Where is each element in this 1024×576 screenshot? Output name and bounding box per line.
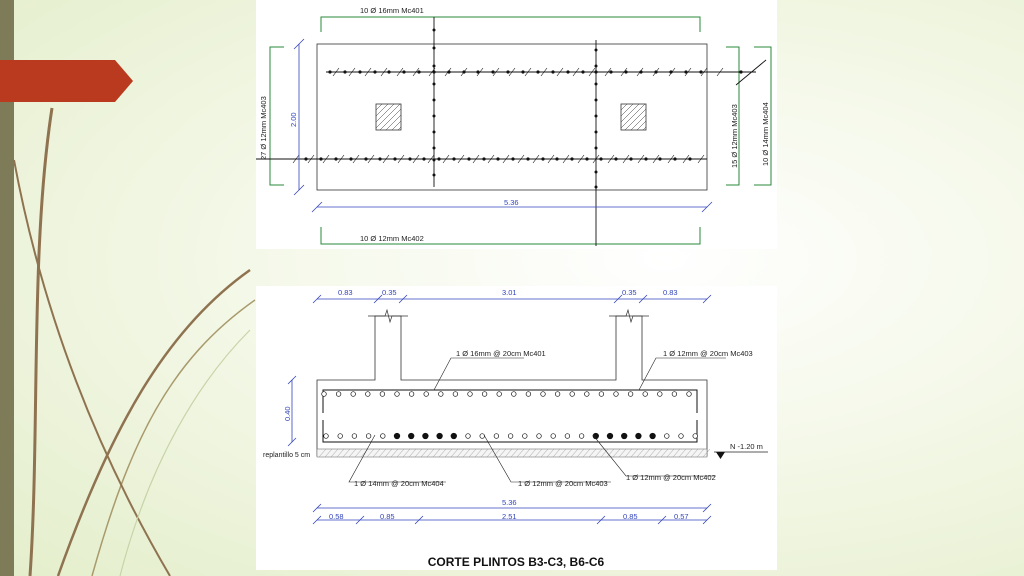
section-total-dim: 5.36 bbox=[502, 498, 517, 507]
footing-plan-panel bbox=[256, 0, 777, 249]
dim-bottom-2: 0.85 bbox=[380, 512, 395, 521]
footing-section-panel bbox=[256, 286, 777, 570]
label-mc401: 1 Ø 16mm @ 20cm Mc401 bbox=[456, 349, 546, 358]
level-marker bbox=[714, 452, 768, 459]
label-mc403-top: 1 Ø 12mm @ 20cm Mc403 bbox=[663, 349, 753, 358]
footing-plan-drawing bbox=[256, 0, 777, 249]
section-title: CORTE PLINTOS B3-C3, B6-C6 bbox=[427, 555, 605, 569]
dim-top-1: 0.83 bbox=[338, 288, 353, 297]
label-mc402: 1 Ø 12mm @ 20cm Mc402 bbox=[626, 473, 716, 482]
dim-bottom-4: 0.85 bbox=[623, 512, 638, 521]
dim-top-5: 0.83 bbox=[663, 288, 678, 297]
rebar-lines bbox=[256, 17, 766, 246]
dim-bottom-5: 0.57 bbox=[674, 512, 689, 521]
top-rebar-circles bbox=[322, 392, 692, 397]
decor-swoosh-lines bbox=[0, 0, 260, 576]
blinding-layer bbox=[317, 449, 710, 457]
blinding-label: replantillo 5 cm bbox=[263, 452, 311, 459]
right-bar-label-1: 15 Ø 12mm Mc403 bbox=[730, 104, 739, 168]
dim-top-3: 3.01 bbox=[502, 288, 517, 297]
column-break-lines bbox=[368, 310, 649, 322]
right-bar-label-2: 10 Ø 14mm Mc404 bbox=[761, 102, 770, 166]
label-mc403-bottom: 1 Ø 12mm @ 20cm Mc403 bbox=[518, 479, 608, 488]
dim-bottom-3: 2.51 bbox=[502, 512, 517, 521]
plan-dimension-lines bbox=[294, 39, 712, 212]
bottom-bar-label: 10 Ø 12mm Mc402 bbox=[360, 234, 424, 243]
bottom-rebar-circles bbox=[324, 433, 698, 439]
plan-length-dim: 5.36 bbox=[504, 198, 519, 207]
level-label: N -1.20 m bbox=[730, 442, 763, 451]
dim-top-2: 0.35 bbox=[382, 288, 397, 297]
label-mc404: 1 Ø 14mm @ 20cm Mc404 bbox=[354, 479, 444, 488]
left-bar-label: 27 Ø 12mm Mc403 bbox=[259, 96, 268, 160]
rebar-dots bbox=[304, 29, 742, 189]
footing-outline bbox=[317, 44, 707, 190]
dim-top-4: 0.35 bbox=[622, 288, 637, 297]
dim-bottom-1: 0.58 bbox=[329, 512, 344, 521]
plan-height-dim: 2.00 bbox=[289, 112, 298, 127]
label-leader-lines bbox=[349, 358, 726, 482]
column-left bbox=[376, 104, 401, 130]
bar-brackets bbox=[270, 17, 771, 244]
top-bar-label: 10 Ø 16mm Mc401 bbox=[360, 6, 424, 15]
section-height-dim: 0.40 bbox=[283, 406, 292, 421]
column-right bbox=[621, 104, 646, 130]
footing-section-drawing bbox=[256, 286, 777, 570]
